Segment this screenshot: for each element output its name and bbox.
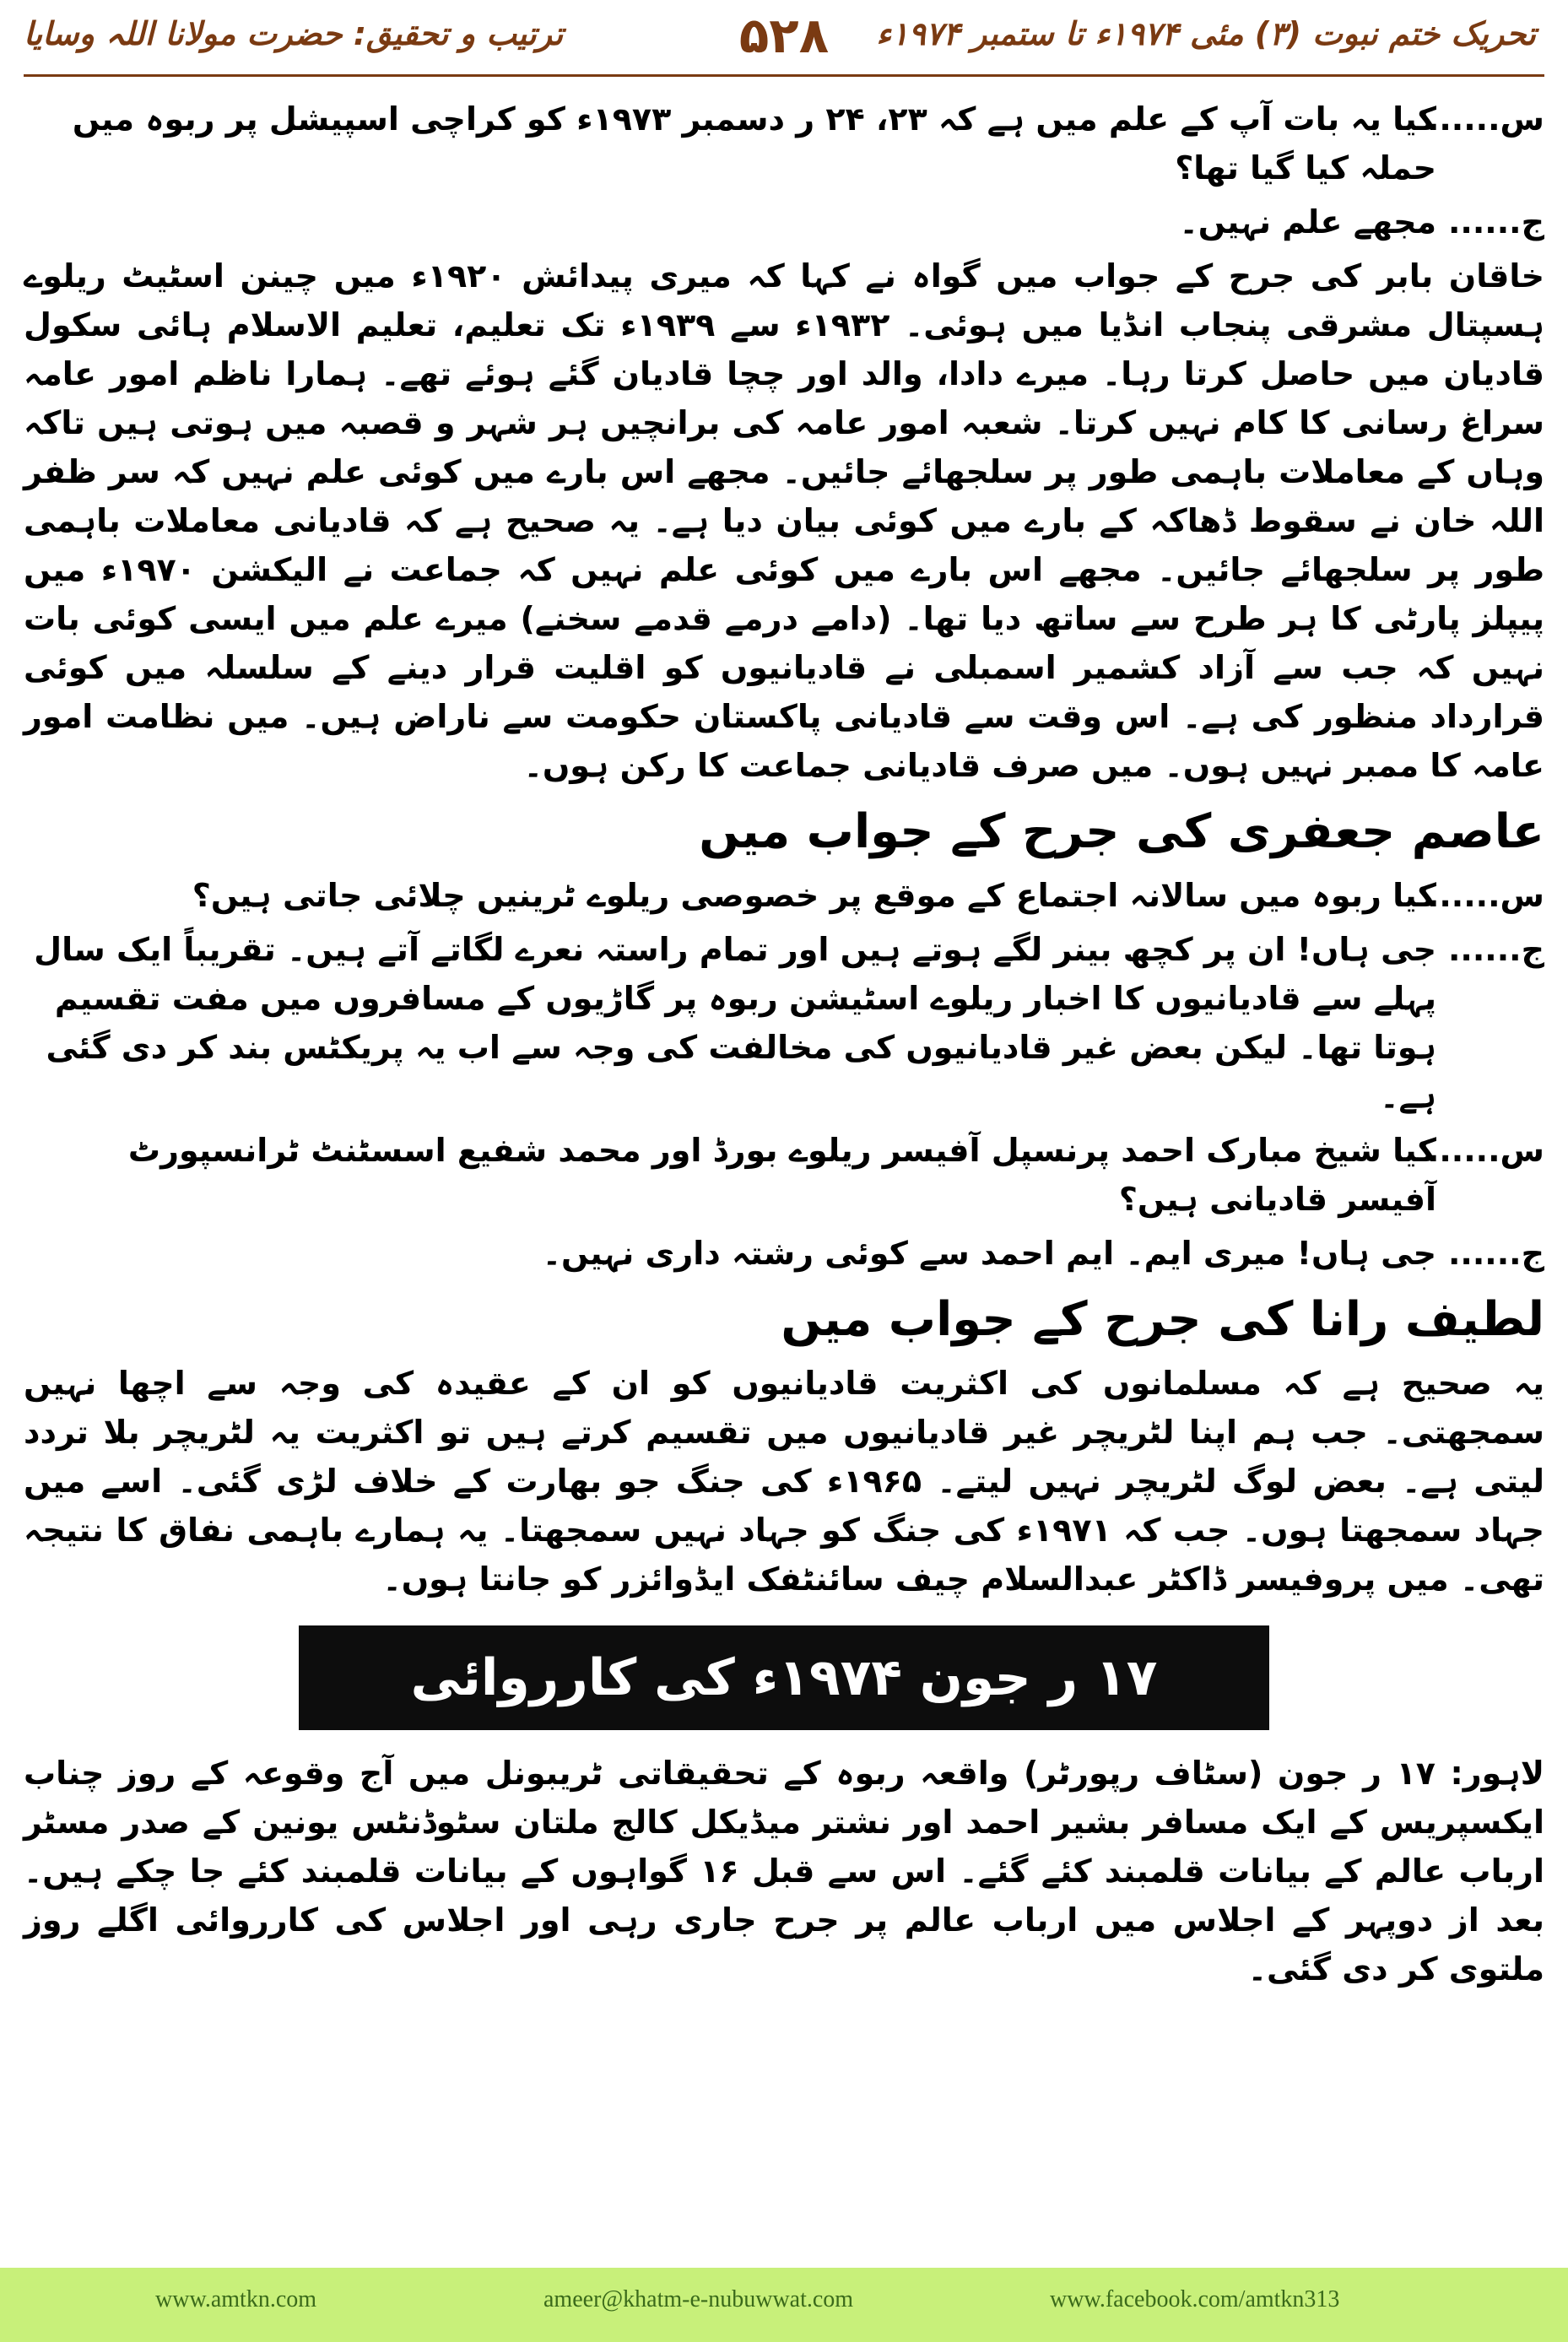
page-number: ۵۲۸ xyxy=(738,7,830,64)
testimony-paragraph-1: خاقان بابر کی جرح کے جواب میں گواہ نے کہا کہ میری پیدائش ۱۹۲۰ء میں چینن اسٹیٹ ریلوے ہسپتال مشرقی پنجاب انڈیا میں ہوئی۔ ۱۹۳۲ء سے ۱۹۳۹ء تک تعلیم، تعلیم الاسلام ہائی سکول قادیان میں حاصل کرتا رہا۔ میرے دادا، والد اور چچا قادیان گئے ہوئے تھے۔ ہمارا ناظم امور عامہ سراغ رسانی کا کام نہیں کرتا۔ شعبہ امور عامہ کی برانچیں ہر شہر و قصبہ میں ہوتی ہیں تاکہ وہاں کے معاملات باہمی طور پر سلجھائے جائیں۔ مجھے اس بارے میں کوئی علم نہیں کہ سر ظفر اللہ خان نے سقوط ڈھاکہ کے بارے میں کوئی بیان دیا ہے۔ یہ صحیح ہے کہ قادیانی معاملات باہمی طور پر سلجھائے جائیں۔ مجھے اس بارے میں کوئی علم نہیں کہ جماعت نے الیکشن ۱۹۷۰ء میں پیپلز پارٹی کا ہر طرح سے ساتھ دیا تھا۔ (دامے درمے قدمے سخنے) میرے علم میں ایسی کوئی بات نہیں کہ جب سے آزاد کشمیر اسمبلی نے قادیانیوں کو اقلیت قرار دینے کے سلسلہ میں کوئی قرارداد منظور کی ہے۔ اس وقت سے قادیانی پاکستان حکومت سے ناراض ہیں۔ میں نظامت امور عامہ کا ممبر نہیں ہوں۔ میں صرف قادیانی جماعت کا رکن ہوں۔ xyxy=(24,257,1545,784)
banner-container xyxy=(24,1625,1544,1730)
page-body xyxy=(24,95,1544,2139)
qa-label: س...... xyxy=(1426,1132,1544,1169)
qa-row xyxy=(24,925,1544,1121)
section-heading-latif-rana: لطیف رانا کی جرح کے جواب میں xyxy=(781,1292,1544,1347)
header-compiler: ترتیب و تحقیق: حضرت مولانا اللہ وسایا xyxy=(24,15,564,52)
qa-label: ج...... xyxy=(1448,931,1544,968)
testimony-paragraph-2: یہ صحیح ہے کہ مسلمانوں کی اکثریت قادیانیوں کو ان کے عقیدہ کی وجہ سے اچھا نہیں سمجھتی۔ جب ہم اپنا لٹریچر غیر قادیانیوں میں تقسیم کرتے ہیں تو اکثریت یہ لٹریچر بلا تردد لیتی ہے۔ بعض لوگ لٹریچر نہیں لیتے۔ ۱۹۶۵ء کی جنگ جو بھارت کے خلاف لڑی گئی۔ اسے میں جہاد سمجھتا ہوں۔ جب کہ ۱۹۷۱ء کی جنگ کو جہاد نہیں سمجھتا۔ یہ ہمارے باہمی نفاق کا نتیجہ تھی۔ میں پروفیسر ڈاکٹر عبدالسلام چیف سائنٹفک ایڈوائزر کو جانتا ہوں۔ xyxy=(24,1365,1544,1598)
header-book-title: تحریک ختم نبوت (۳) مئی ۱۹۷۴ء تا ستمبر ۱۹۷۴ء xyxy=(876,15,1536,52)
qa-row xyxy=(24,1229,1544,1278)
news-paragraph: لاہور: ۱۷ ر جون (سٹاف رپورٹر) واقعہ ربوہ کے تحقیقاتی ٹریبونل میں آج وقوعہ کے روز چناب ایکسپریس کے ایک مسافر بشیر احمد اور نشتر میڈیکل کالج ملتان سٹوڈنٹس یونین کے صدر مسٹر ارباب عالم کے بیانات قلمبند کئے گئے۔ اس سے قبل ۱۶ گواہوں کے بیانات قلمبند کئے جا چکے ہیں۔ بعد از دوپہر کے اجلاس میں ارباب عالم پر جرح جاری رہی اور اجلاس کی کارروائی اگلے روز ملتوی کر دی گئی۔ xyxy=(24,1755,1545,1988)
footer-facebook-link[interactable]: www.facebook.com/amtkn313 xyxy=(1050,2286,1340,2312)
qa-text: کیا شیخ مبارک احمد پرنسپل آفیسر ریلوے بورڈ اور محمد شفیع اسسٹنٹ ٹرانسپورٹ آفیسر قادیانی ہیں؟ xyxy=(127,1132,1436,1218)
qa-row xyxy=(24,197,1544,246)
qa-label: ج...... xyxy=(1448,1235,1544,1272)
qa-label: ج...... xyxy=(1448,203,1544,241)
qa-label: س...... xyxy=(1426,877,1544,914)
qa-text: کیا ربوہ میں سالانہ اجتماع کے موقع پر خصوصی ریلوے ٹرینیں چلائی جاتی ہیں؟ xyxy=(192,877,1436,914)
footer-email-link[interactable]: ameer@khatm-e-nubuwwat.com xyxy=(543,2286,854,2312)
qa-block-2 xyxy=(24,871,1544,1278)
page-footer xyxy=(0,2268,1568,2342)
qa-text: مجھے علم نہیں۔ xyxy=(1179,203,1436,241)
header-divider xyxy=(24,74,1544,77)
qa-row xyxy=(24,95,1544,192)
footer-website-link[interactable]: www.amtkn.com xyxy=(155,2286,317,2312)
qa-text: جی ہاں! میری ایم۔ ایم احمد سے کوئی رشتہ داری نہیں۔ xyxy=(542,1235,1436,1272)
qa-row xyxy=(24,1126,1544,1224)
qa-text: کیا یہ بات آپ کے علم میں ہے کہ ۲۳، ۲۴ ر دسمبر ۱۹۷۳ء کو کراچی اسپیشل پر ربوہ میں حملہ کیا گیا تھا؟ xyxy=(72,100,1436,187)
qa-label: س...... xyxy=(1426,100,1544,138)
qa-block-1 xyxy=(24,95,1544,246)
date-banner: ۱۷ ر جون ۱۹۷۴ء کی کارروائی xyxy=(299,1625,1269,1730)
page-header xyxy=(0,0,1568,78)
section-heading-asim-jafri: عاصم جعفری کی جرح کے جواب میں xyxy=(699,804,1544,859)
qa-text: جی ہاں! ان پر کچھ بینر لگے ہوتے ہیں اور تمام راستہ نعرے لگاتے آتے ہیں۔ تقریباً ایک سال پہلے سے قادیانیوں کا اخبار ریلوے اسٹیشن ربوہ پر گاڑیوں کے مسافروں میں مفت تقسیم ہوتا تھا۔ لیکن بعض غیر قادیانیوں کی مخالفت کی وجہ سے اب یہ پریکٹس بند کر دی گئی ہے۔ xyxy=(34,931,1436,1115)
qa-row xyxy=(24,871,1544,920)
